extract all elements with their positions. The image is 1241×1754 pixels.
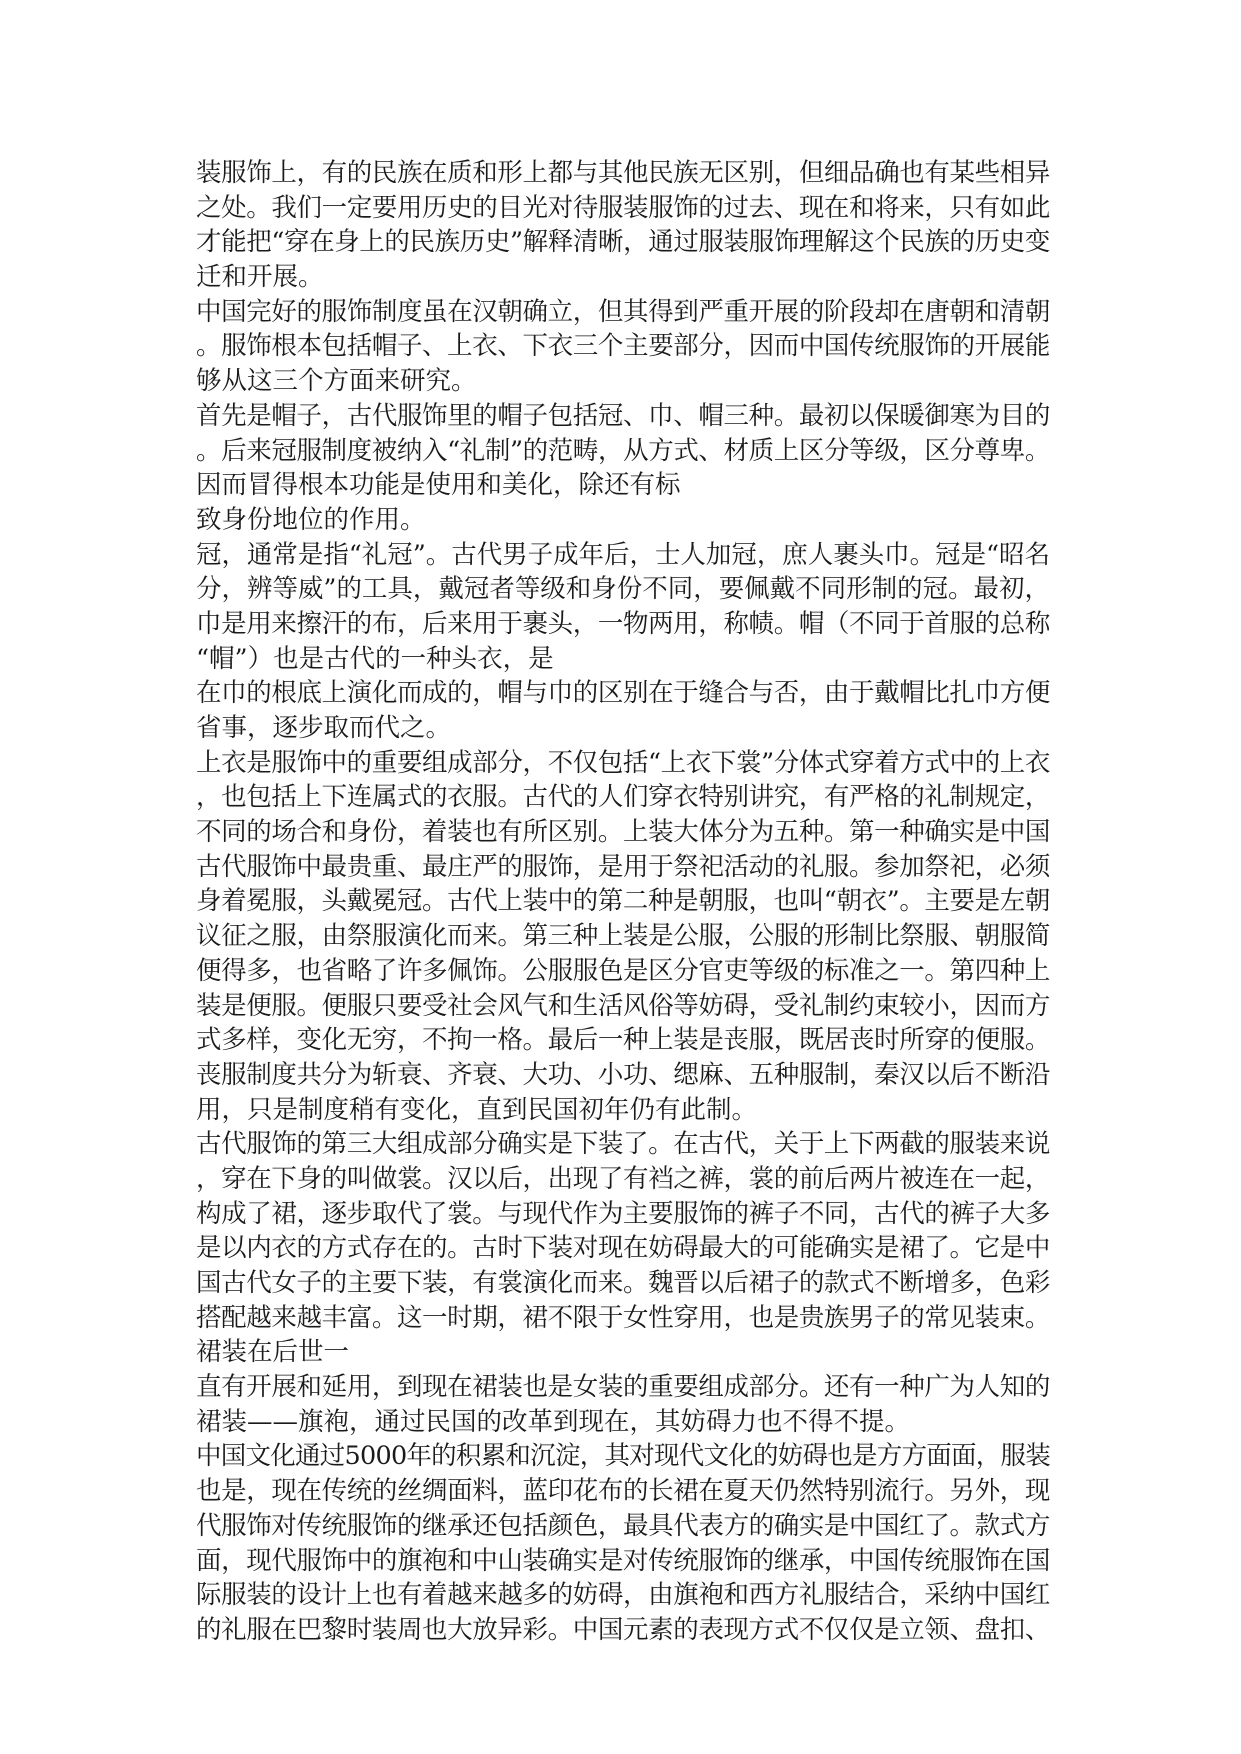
text-line: 面，现代服饰中的旗袍和中山装确实是对传统服饰的继承，中国传统服饰在国 — [196, 1545, 1050, 1576]
text-line: 。服饰根本包括帽子、上衣、下衣三个主要部分，因而中国传统服饰的开展能 — [196, 331, 1050, 362]
text-line: 裙装在后世一 — [196, 1337, 350, 1368]
text-line: 际服装的设计上也有着越来越多的妨碍，由旗袍和西方礼服结合，采纳中国红 — [196, 1580, 1050, 1611]
text-line: 。后来冠服制度被纳入“礼制”的范畴，从方式、材质上区分等级，区分尊卑。 — [196, 435, 1050, 466]
text-line: 装是便服。便服只要受社会风气和生活风俗等妨碍，受礼制约束较小，因而方 — [196, 990, 1050, 1021]
text-line: 够从这三个方面来研究。 — [196, 366, 477, 397]
text-line: 致身份地位的作用。 — [196, 504, 426, 535]
text-line: 构成了裙，逐步取代了裳。与现代作为主要服饰的裤子不同，古代的裤子大多 — [196, 1198, 1050, 1229]
text-line: 首先是帽子，古代服饰里的帽子包括冠、巾、帽三种。最初以保暖御寒为目的 — [196, 400, 1050, 431]
text-line: 在巾的根底上演化而成的，帽与巾的区别在于缝合与否，由于戴帽比扎巾方便 — [196, 678, 1050, 709]
document-body — [196, 156, 1050, 1648]
text-line: 代服饰对传统服饰的继承还包括颜色，最具代表方的确实是中国红了。款式方 — [196, 1510, 1050, 1541]
text-line: ，也包括上下连属式的衣服。古代的人们穿衣特别讲究，有严格的礼制规定， — [196, 782, 1050, 813]
text-line: 古代服饰中最贵重、最庄严的服饰，是用于祭祀活动的礼服。参加祭祀，必须 — [196, 851, 1050, 882]
text-line: 因而冒得根本功能是使用和美化，除还有标 — [196, 470, 681, 501]
text-line: 中国文化通过5000年的积累和沉淀，其对现代文化的妨碍也是方方面面，服装 — [196, 1441, 1050, 1472]
text-line: 古代服饰的第三大组成部分确实是下装了。在古代，关于上下两截的服装来说 — [196, 1129, 1050, 1160]
text-line: “帽”）也是古代的一种头衣，是 — [196, 643, 554, 674]
text-line: 不同的场合和身份，着装也有所区别。上装大体分为五种。第一种确实是中国 — [196, 817, 1050, 848]
text-line: 中国完好的服饰制度虽在汉朝确立，但其得到严重开展的阶段却在唐朝和清朝 — [196, 296, 1050, 327]
text-line: 之处。我们一定要用历史的目光对待服装服饰的过去、现在和将来，只有如此 — [196, 192, 1050, 223]
text-line: 是以内衣的方式存在的。古时下装对现在妨碍最大的可能确实是裙了。它是中 — [196, 1233, 1050, 1264]
text-line: 装服饰上，有的民族在质和形上都与其他民族无区别，但细品确也有某些相异 — [196, 158, 1050, 188]
text-line: 式多样，变化无穷，不拘一格。最后一种上装是丧服，既居丧时所穿的便服。 — [196, 1025, 1050, 1056]
text-line: 也是，现在传统的丝绸面料，蓝印花布的长裙在夏天仍然特别流行。另外，现 — [196, 1476, 1050, 1507]
text-line: 搭配越来越丰富。这一时期，裙不限于女性穿用，也是贵族男子的常见装束。 — [196, 1302, 1050, 1333]
text-line: 议征之服，由祭服演化而来。第三种上装是公服，公服的形制比祭服、朝服简 — [196, 921, 1050, 952]
text-line: 才能把“穿在身上的民族历史”解释清晰，通过服装服饰理解这个民族的历史变 — [196, 227, 1050, 258]
text-line: ，穿在下身的叫做裳。汉以后，出现了有裆之裤，裳的前后两片被连在一起， — [196, 1163, 1050, 1194]
text-line: 身着冕服，头戴冕冠。古代上装中的第二种是朝服，也叫“朝衣”。主要是左朝 — [196, 886, 1050, 917]
text-line: 冠，通常是指“礼冠”。古代男子成年后，士人加冠，庶人裹头巾。冠是“昭名 — [196, 539, 1050, 570]
text-line: 巾是用来擦汗的布，后来用于裹头，一物两用，称帻。帽（不同于首服的总称 — [196, 608, 1050, 639]
text-line: 的礼服在巴黎时装周也大放异彩。中国元素的表现方式不仅仅是立领、盘扣、 — [196, 1614, 1050, 1645]
text-line: 迁和开展。 — [196, 262, 324, 293]
text-line: 便得多，也省略了许多佩饰。公服服色是区分官吏等级的标准之一。第四种上 — [196, 955, 1050, 986]
text-line: 分，辨等威”的工具，戴冠者等级和身份不同，要佩戴不同形制的冠。最初， — [196, 574, 1050, 605]
text-line: 国古代女子的主要下装，有裳演化而来。魏晋以后裙子的款式不断增多，色彩 — [196, 1268, 1050, 1298]
text-line: 直有开展和延用，到现在裙装也是女装的重要组成部分。还有一种广为人知的 — [196, 1372, 1050, 1403]
text-line: 省事，逐步取而代之。 — [196, 713, 452, 743]
text-line: 裙装——旗袍，通过民国的改革到现在，其妨碍力也不得不提。 — [196, 1406, 911, 1437]
text-line: 上衣是服饰中的重要组成部分，不仅包括“上衣下裳”分体式穿着方式中的上衣 — [196, 747, 1050, 778]
text-line: 用，只是制度稍有变化，直到民国初年仍有此制。 — [196, 1094, 758, 1125]
text-line: 丧服制度共分为斩衰、齐衰、大功、小功、缌麻、五种服制，秦汉以后不断沿 — [196, 1059, 1050, 1090]
